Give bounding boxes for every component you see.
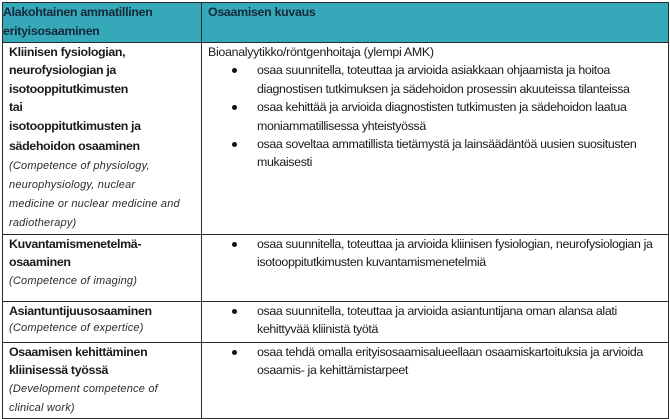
bullet-item: [202, 235, 668, 272]
table-row: [3, 235, 669, 302]
table-row: [3, 302, 669, 343]
bullet-list: [202, 343, 668, 380]
bullet-item: [202, 61, 668, 98]
header-competence-description: Osaamisen kuvaus: [202, 3, 669, 43]
bullet-icon: [232, 309, 237, 314]
table-row: [3, 43, 669, 235]
bullet-icon: [232, 142, 237, 147]
bullet-icon: [232, 68, 237, 73]
competence-title-line: Osaamisen kehittäminen: [9, 345, 148, 359]
competence-description-cell: [202, 235, 669, 302]
competence-title-line: tai: [9, 100, 23, 115]
competence-title-line: sädehoidon osaaminen: [9, 139, 140, 154]
english-translation-line: radiotherapy): [9, 217, 77, 230]
bullet-text: osaa kehittää ja arvioida diagnostisten tutkimusten ja sädehoidon laatua moniammatillisessa yhteistyössä: [257, 100, 627, 133]
competence-area-cell: [3, 43, 202, 235]
competence-area-cell: [3, 343, 202, 419]
bullet-text: osaa suunnitella, toteuttaa ja arvioida asiantuntijana oman alansa alati kehittyvää kliinistä työtä: [257, 304, 617, 337]
bullet-item: [202, 343, 668, 380]
header-specialist-competence: Alakohtainen ammatillinen erityisosaaminen: [3, 3, 202, 43]
bullet-text: osaa soveltaa ammatillista tietämystä ja lainsäädäntöä uusien suositusten mukaisesti: [257, 137, 637, 170]
english-translation-line: (Competence of imaging): [9, 274, 138, 287]
bullet-text: osaa suunnitella, toteuttaa ja arvioida kliinisen fysiologian, neurofysiologian ja isotooppitutkimusten kuvantamismenetelmiä: [257, 237, 653, 270]
bullet-list: [202, 302, 668, 339]
english-translation-line: (Competence of physiology,: [9, 160, 150, 173]
english-translation-line: (Competence of expertice): [9, 322, 144, 335]
competence-title-line: Asiantuntijuusosaaminen: [9, 304, 152, 318]
bullet-text: osaa suunnitella, toteuttaa ja arvioida asiakkaan ohjaamista ja hoitoa diagnostisen tutkimuksen ja sädehoidon prosessin akuuteissa tilanteissa: [257, 63, 630, 96]
competence-title-line: neurofysiologian ja: [9, 63, 116, 78]
english-translation-line: (Development competence of: [9, 382, 158, 395]
bullet-icon: [232, 350, 237, 355]
bullet-item: [202, 98, 668, 135]
bullet-item: [202, 135, 668, 172]
competence-area-cell: [3, 302, 202, 343]
table-row: [3, 343, 669, 419]
bullet-list: [202, 235, 668, 272]
bullet-item: [202, 302, 668, 339]
english-translation-line: clinical work): [9, 401, 75, 414]
role-label: Bioanalyytikko/röntgenhoitaja (ylempi AMK): [208, 45, 434, 59]
bullet-icon: [232, 105, 237, 110]
header-row: [3, 3, 669, 43]
competence-title-line: Kuvantamismenetelmä-: [9, 237, 142, 251]
competence-title-line: isotooppitutkimusten ja: [9, 118, 141, 133]
competence-area-cell: [3, 235, 202, 302]
competence-title-line: isotooppitutkimusten: [9, 81, 128, 96]
competence-table: [2, 2, 669, 419]
bullet-icon: [232, 242, 237, 247]
competence-description-cell: [202, 43, 669, 235]
bullet-list: [202, 61, 668, 171]
english-translation-line: neurophysiology, nuclear: [9, 179, 136, 192]
english-translation-line: medicine or nuclear medicine and: [9, 198, 180, 211]
competence-description-cell: [202, 302, 669, 343]
competence-description-cell: [202, 343, 669, 419]
competence-title-line: kliinisessä työssä: [9, 363, 109, 378]
competence-title-line: osaaminen: [9, 255, 71, 270]
competence-title-line: Kliinisen fysiologian,: [9, 45, 126, 59]
bullet-text: osaa tehdä omalla erityisosaamisalueellaan osaamiskartoituksia ja arvioida osaamis- ja kehittämistarpeet: [257, 345, 643, 378]
